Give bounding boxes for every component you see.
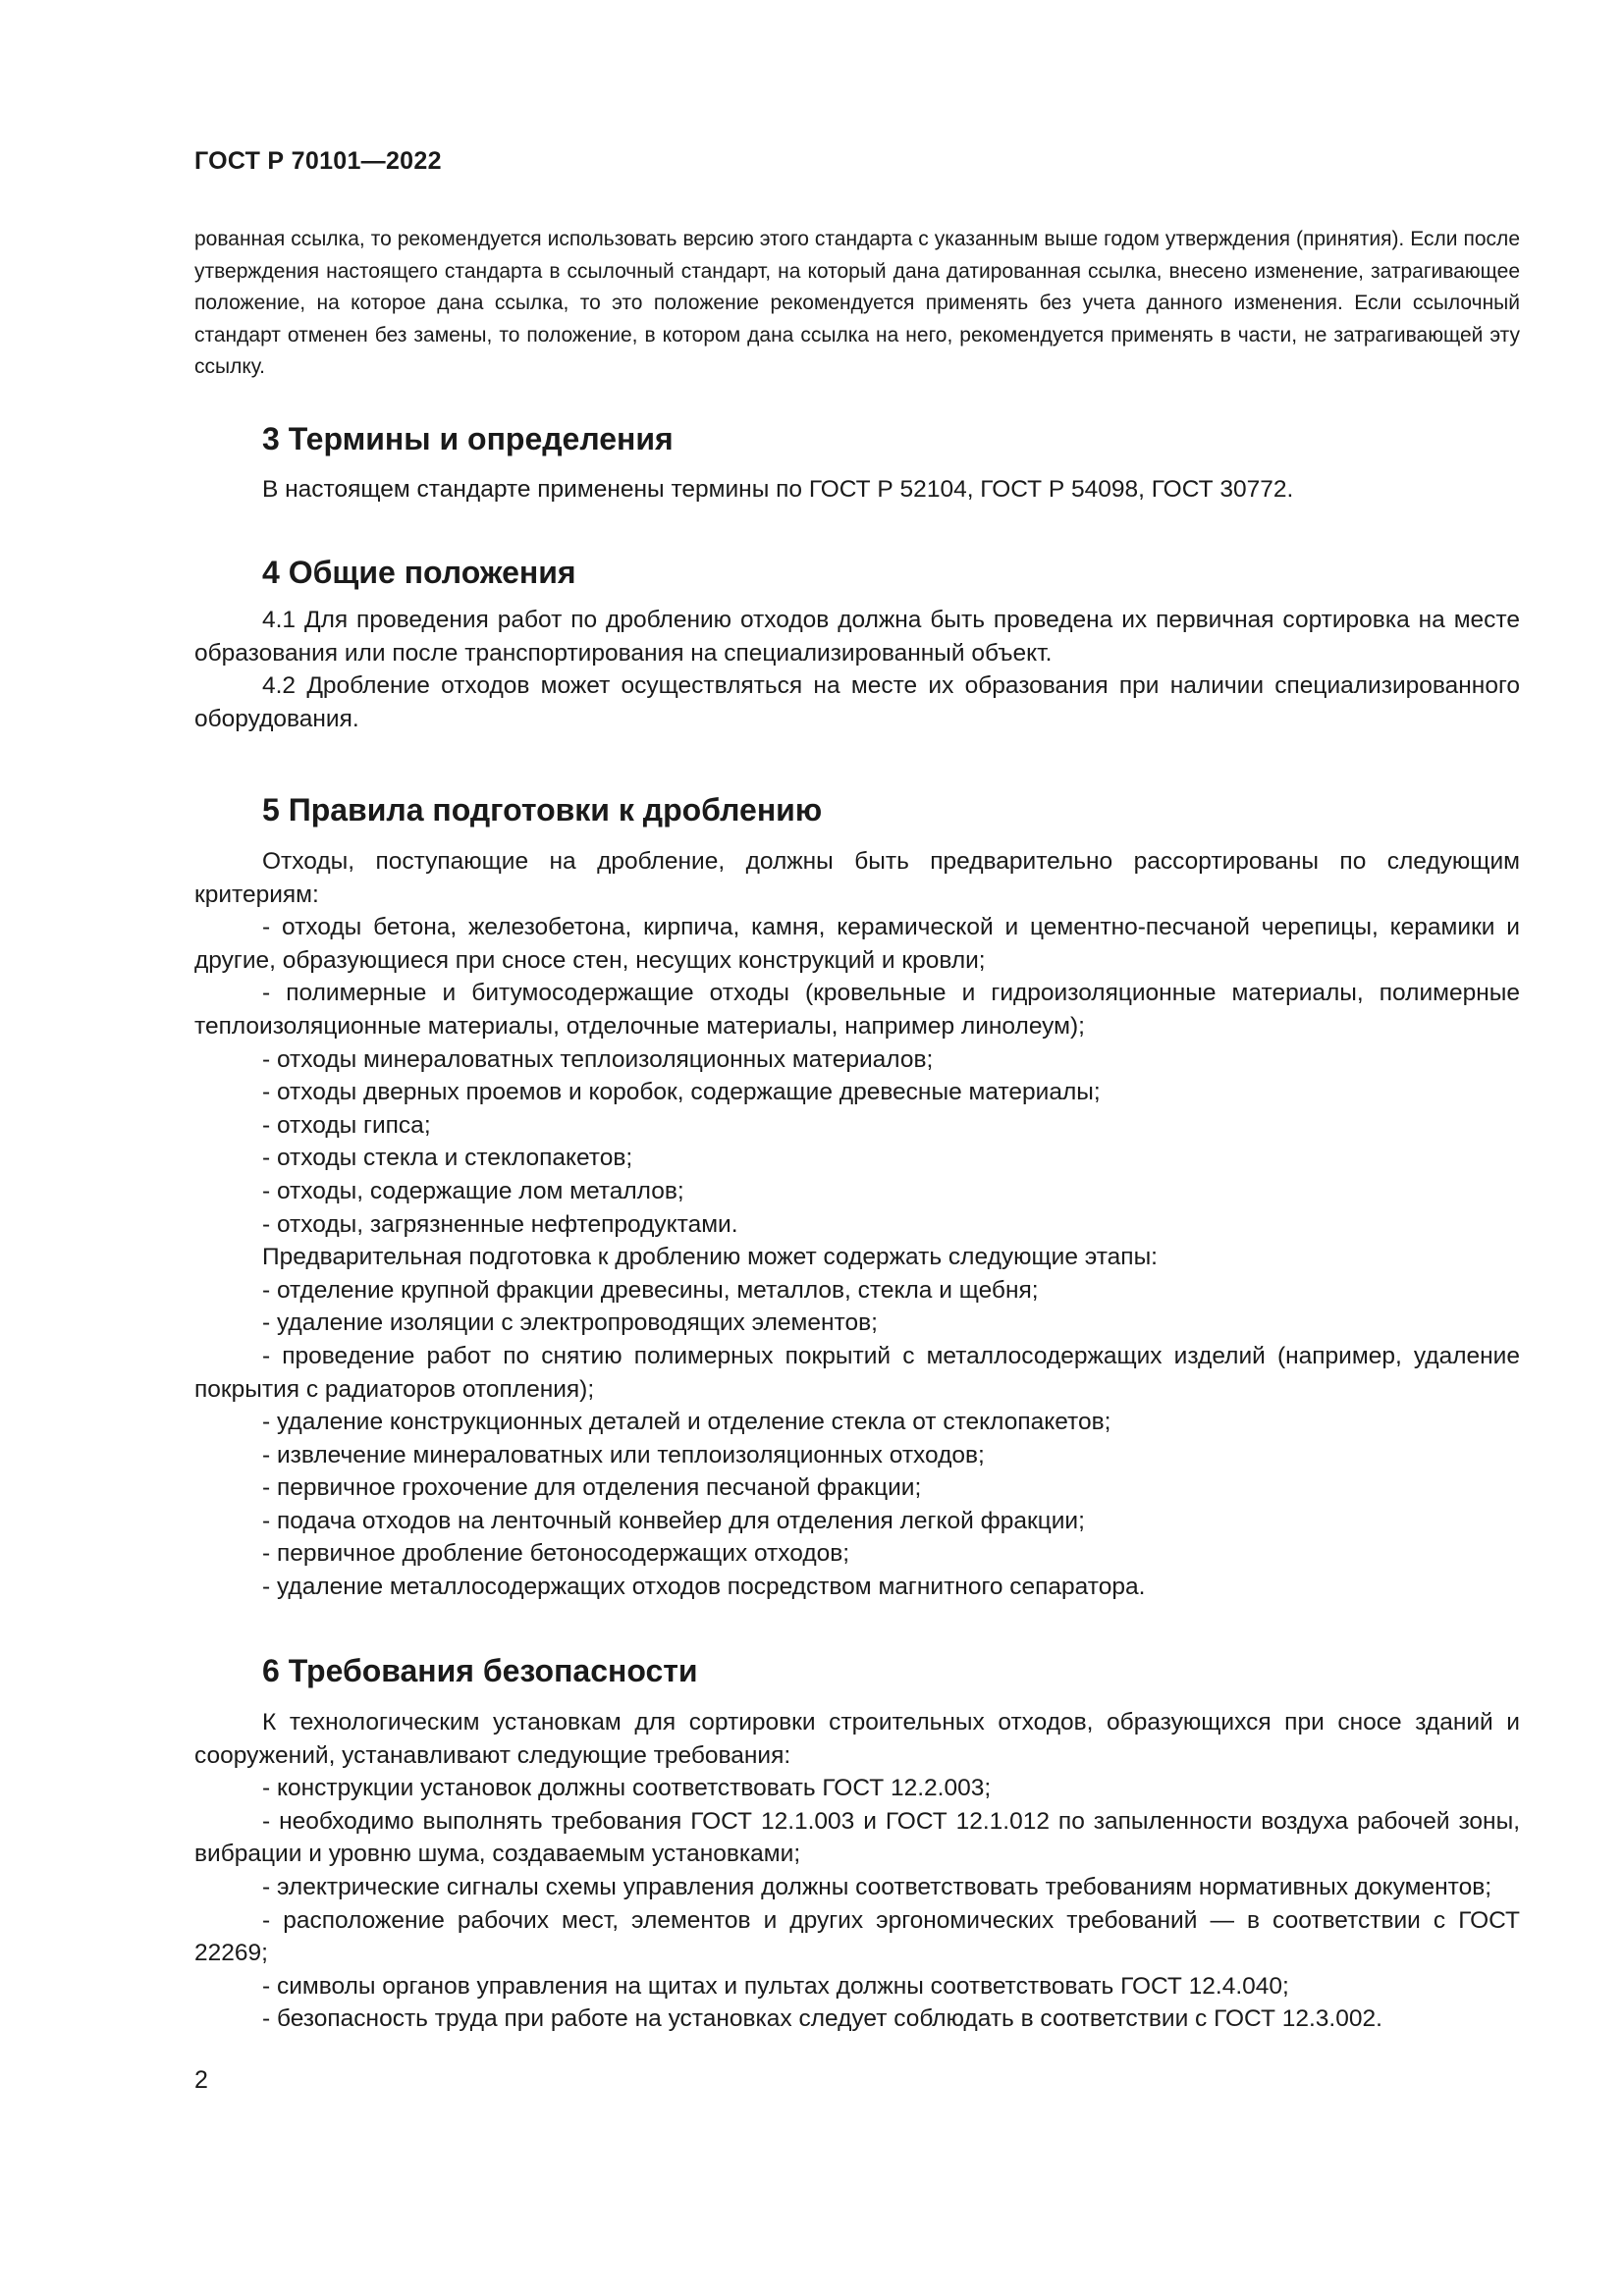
section-5-body	[194, 845, 1520, 1604]
list-item: - отходы минераловатных теплоизоляционных материалов;	[262, 1045, 934, 1073]
section-6-requirements-list	[194, 1772, 1520, 2036]
section-5-stages-intro: Предварительная подготовка к дроблению может содержать следующие этапы:	[262, 1244, 1158, 1271]
list-item: - отходы, загрязненные нефтепродуктами.	[262, 1210, 738, 1238]
list-item: - первичное дробление бетоносодержащих отходов;	[262, 1540, 850, 1568]
list-item: - удаление изоляции с электропроводящих элементов;	[262, 1309, 878, 1337]
list-item: - проведение работ по снятию полимерных покрытий с металлосодержащих изделий (например, удаление покрытия с радиаторов отопления);	[194, 1342, 1520, 1403]
section-5-criteria-list	[194, 911, 1520, 1241]
list-item: - отходы, содержащие лом металлов;	[262, 1177, 684, 1204]
section-5-title: 5 Правила подготовки к дроблению	[262, 792, 823, 828]
list-item: - необходимо выполнять требования ГОСТ 12.1.003 и ГОСТ 12.1.012 по запыленности воздуха рабочей зоны, вибрации и уровню шума, создаваемым установками;	[194, 1807, 1520, 1868]
section-3-body	[194, 473, 1520, 507]
list-item: - удаление металлосодержащих отходов посредством магнитного сепаратора.	[262, 1574, 1146, 1601]
list-item: - полимерные и битумосодержащие отходы (кровельные и гидроизоляционные материалы, полимерные теплоизоляционные материалы, отделочные материалы, например линолеум);	[194, 980, 1520, 1040]
section-6	[194, 1651, 1520, 2036]
list-item: - безопасность труда при работе на установках следует соблюдать в соответствии с ГОСТ 12.3.002.	[262, 2005, 1382, 2033]
page-number: 2	[194, 2066, 208, 2094]
section-4-title: 4 Общие положения	[262, 555, 576, 590]
section-5-intro: Отходы, поступающие на дробление, должны быть предварительно рассортированы по следующим критериям:	[194, 848, 1520, 908]
section-3-text: В настоящем стандарте применены термины по ГОСТ Р 52104, ГОСТ Р 54098, ГОСТ 30772.	[262, 476, 1294, 503]
list-item: - удаление конструкционных деталей и отделение стекла от стеклопакетов;	[262, 1409, 1111, 1436]
list-item: - электрические сигналы схемы управления должны соответствовать требованиям нормативных документов;	[262, 1873, 1492, 1900]
list-item: - отходы стекла и стеклопакетов;	[262, 1145, 633, 1172]
list-item: - отходы гипса;	[262, 1111, 431, 1139]
section-6-body	[194, 1706, 1520, 2036]
section-4-body	[194, 604, 1520, 735]
list-item: - первичное грохочение для отделения песчаной фракции;	[262, 1474, 922, 1502]
list-item: - подача отходов на ленточный конвейер для отделения легкой фракции;	[262, 1507, 1085, 1534]
section-4-paragraph-1: 4.1 Для проведения работ по дроблению отходов должна быть проведена их первичная сортировка на месте образования или после транспортирования на специализированный объект.	[194, 607, 1520, 667]
list-item: - расположение рабочих мест, элементов и других эргономических требований — в соответствии с ГОСТ 22269;	[194, 1906, 1520, 1967]
section-3-title: 3 Термины и определения	[262, 421, 674, 456]
section-5-stages-list	[194, 1274, 1520, 1604]
section-6-title: 6 Требования безопасности	[262, 1653, 698, 1688]
intro-paragraph	[194, 224, 1520, 384]
intro-text: рованная ссылка, то рекомендуется использовать версию этого стандарта с указанным выше годом утверждения (принятия). Если после утверждения настоящего стандарта в ссылочный стандарт, на который дана датированная ссылка, внесено изменение, затрагивающее положение, на которое дана ссылка, то это положение рекомендуется применять без учета данного изменения. Если ссылочный стандарт отменен без замены, то положение, в котором дана ссылка на него, рекомендуется применять в части, не затрагивающей эту ссылку.	[194, 228, 1520, 378]
list-item: - символы органов управления на щитах и пультах должны соответствовать ГОСТ 12.4.040;	[262, 1972, 1289, 2000]
section-6-intro: К технологическим установкам для сортировки строительных отходов, образующихся при сносе зданий и сооружений, устанавливают следующие требования:	[194, 1709, 1520, 1769]
section-4	[194, 553, 1520, 735]
document-code-header: ГОСТ Р 70101—2022	[194, 147, 442, 175]
list-item: - отходы бетона, железобетона, кирпича, камня, керамической и цементно-песчаной черепицы, керамики и другие, образующиеся при сносе стен, несущих конструкций и кровли;	[194, 914, 1520, 974]
list-item: - извлечение минераловатных или теплоизоляционных отходов;	[262, 1441, 985, 1468]
list-item: - отделение крупной фракции древесины, металлов, стекла и щебня;	[262, 1276, 1039, 1304]
section-3	[194, 419, 1520, 507]
section-5	[194, 790, 1520, 1604]
section-4-paragraph-2: 4.2 Дробление отходов может осуществляться на месте их образования при наличии специализированного оборудования.	[194, 672, 1520, 732]
list-item: - конструкции установок должны соответствовать ГОСТ 12.2.003;	[262, 1775, 992, 1802]
list-item: - отходы дверных проемов и коробок, содержащие древесные материалы;	[262, 1079, 1101, 1106]
